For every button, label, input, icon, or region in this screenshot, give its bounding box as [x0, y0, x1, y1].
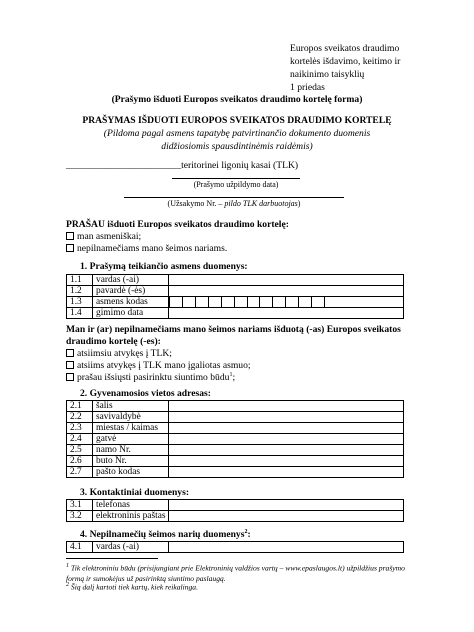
input-cell[interactable]	[169, 308, 404, 319]
checkbox[interactable]	[66, 232, 74, 240]
table-row	[67, 275, 404, 286]
digit-cell[interactable]	[259, 297, 272, 307]
input-cell[interactable]	[169, 412, 404, 423]
form-title: (Prašymo išduoti Europos sveikatos draudimo kortelę forma)	[111, 94, 363, 105]
delivery-heading-1: Man ir (ar) nepilnamečiams mano šeimos nariams išduotą (-as) Europos sveikatos	[66, 324, 401, 335]
table-row	[67, 308, 404, 319]
input-cell[interactable]	[169, 456, 404, 467]
digit-cell[interactable]	[285, 297, 298, 307]
footnote-2-text: Šią dalį kartoti tiek kartų, kiek reikalinga.	[70, 582, 199, 592]
row-number: 1.4	[67, 308, 93, 319]
request-heading: PRAŠAU išduoti Europos sveikatos draudimo kortelę:	[66, 219, 289, 230]
row-label: asmens kodas	[93, 297, 169, 308]
date-line[interactable]	[172, 178, 300, 179]
digit-cell[interactable]	[208, 297, 221, 307]
tlk-label: teritorinei ligonių kasai (TLK)	[181, 160, 299, 171]
row-label: elektroninis paštas	[93, 511, 169, 522]
checkbox[interactable]	[66, 349, 74, 357]
section-2-title: 2. Gyvenamosios vietos adresas:	[80, 388, 211, 399]
table-row	[67, 456, 404, 467]
table-row	[67, 511, 404, 522]
row-label: savivaldybė	[93, 412, 169, 423]
table-row	[67, 412, 404, 423]
delivery-option[interactable]	[66, 372, 235, 383]
order-caption	[124, 199, 344, 208]
table-row	[67, 445, 404, 456]
footnote-1	[66, 561, 405, 584]
digit-cell[interactable]	[234, 297, 247, 307]
digit-cells[interactable]	[169, 297, 325, 307]
digit-cell[interactable]	[169, 297, 182, 307]
checkbox[interactable]	[66, 361, 74, 369]
row-label: gimimo data	[93, 308, 169, 319]
input-cell[interactable]	[169, 500, 404, 511]
delivery-option[interactable]	[66, 348, 172, 359]
delivery-option-label: atsiimsiu atvykęs į TLK;	[77, 348, 172, 359]
row-number: 2.4	[67, 434, 93, 445]
annex-line: Europos sveikatos draudimo	[290, 43, 400, 54]
order-caption-suffix: )	[297, 199, 301, 208]
annex-line: kortelės išdavimo, keitimo ir	[290, 56, 401, 67]
input-cell[interactable]	[169, 467, 404, 478]
row-label: gatvė	[93, 434, 169, 445]
input-cell[interactable]	[169, 542, 404, 553]
footnote-separator	[66, 558, 158, 559]
request-option[interactable]	[66, 231, 141, 242]
request-option-label: nepilnamečiams mano šeimos nariams.	[77, 243, 228, 254]
row-label: šalis	[93, 401, 169, 412]
digit-cell[interactable]	[247, 297, 260, 307]
annex-line: 1 priedas	[290, 82, 325, 93]
section-2-table	[66, 400, 404, 478]
input-cell[interactable]	[169, 401, 404, 412]
request-option[interactable]	[66, 243, 227, 254]
row-number: 2.3	[67, 423, 93, 434]
order-caption-prefix: (Užsakymo Nr. –	[167, 199, 225, 208]
digit-cell[interactable]	[195, 297, 208, 307]
personal-code-cells[interactable]	[169, 297, 404, 308]
input-cell[interactable]	[169, 275, 404, 286]
delivery-option[interactable]	[66, 360, 251, 371]
section-3-table	[66, 499, 404, 522]
footnote-1-line-2: formą ir sumokėjus už pasirinktą siuntimo paslaugą.	[66, 573, 226, 583]
row-label: pašto kodas	[93, 467, 169, 478]
table-row	[67, 297, 404, 308]
table-row	[67, 423, 404, 434]
row-number: 1.3	[67, 297, 93, 308]
footnote-ref: 2	[244, 529, 248, 535]
section-4-title-text: 4. Nepilnamečių šeimos narių duomenys	[80, 529, 245, 541]
row-number: 3.1	[67, 500, 93, 511]
section-1-table	[66, 274, 404, 319]
order-number-line	[124, 197, 344, 198]
digit-cell[interactable]	[298, 297, 311, 307]
tlk-field[interactable]	[66, 160, 298, 171]
main-title: PRAŠYMAS IŠDUOTI EUROPOS SVEIKATOS DRAUDIMO KORTELĘ	[82, 115, 392, 126]
row-label: telefonas	[93, 500, 169, 511]
footnote-2	[66, 582, 198, 592]
annex-line: naikinimo taisyklių	[290, 69, 365, 80]
date-caption: (Prašymo užpildymo data)	[193, 180, 279, 189]
table-row	[67, 467, 404, 478]
row-label: buto Nr.	[93, 456, 169, 467]
delivery-heading-2: draudimo kortelę (-es):	[66, 336, 161, 347]
row-label: vardas (-ai)	[93, 275, 169, 286]
row-label: miestas / kaimas	[93, 423, 169, 434]
row-number: 3.2	[67, 511, 93, 522]
input-cell[interactable]	[169, 445, 404, 456]
table-row	[67, 286, 404, 297]
section-3-title: 3. Kontaktiniai duomenys:	[80, 487, 190, 498]
row-label: vardas (-ai)	[93, 542, 169, 553]
delivery-option-end: ;	[232, 372, 236, 384]
subtitle-line-1: (Pildoma pagal asmens tapatybę patvirtinančio dokumento duomenis	[103, 128, 371, 139]
row-number: 2.6	[67, 456, 93, 467]
row-number: 4.1	[67, 542, 93, 553]
subtitle-line-2: didžiosiomis spausdintinėmis raidėmis)	[161, 141, 313, 152]
annex-note	[290, 42, 400, 94]
table-row	[67, 542, 404, 553]
footnote-mark: 2	[66, 582, 69, 588]
checkbox[interactable]	[66, 373, 74, 381]
input-cell[interactable]	[169, 423, 404, 434]
input-cell[interactable]	[169, 286, 404, 297]
table-row	[67, 434, 404, 445]
request-option-label: man asmeniškai;	[77, 231, 142, 242]
digit-cell[interactable]	[311, 297, 325, 307]
delivery-option-label: prašau išsiųsti pasirinktu siuntimo būdu	[77, 372, 230, 384]
table-row	[67, 401, 404, 412]
section-4-title-end: :	[247, 529, 251, 541]
footnote-ref: 1	[229, 372, 233, 378]
digit-cell[interactable]	[272, 297, 285, 307]
row-number: 1.2	[67, 286, 93, 297]
row-number: 2.2	[67, 412, 93, 423]
footnote-mark: 1	[66, 563, 69, 569]
row-number: 1.1	[67, 275, 93, 286]
section-4-table	[66, 541, 404, 553]
row-number: 2.5	[67, 445, 93, 456]
footnote-1-text: Tik elektroniniu būdu (prisijungiant prie Elektroninių valdžios vartų – www.epaslaugos.lt) užpildžius prašymo	[70, 563, 405, 573]
input-cell[interactable]	[169, 511, 404, 522]
section-1-title: 1. Prašymą teikiančio asmens duomenys:	[80, 261, 248, 272]
footnote-1-line-1	[66, 561, 405, 574]
row-label: namo Nr.	[93, 445, 169, 456]
row-number: 2.1	[67, 401, 93, 412]
delivery-option-label: atsiims atvykęs į TLK mano įgaliotas asmuo;	[77, 360, 251, 371]
input-cell[interactable]	[169, 434, 404, 445]
order-caption-italic: pildo TLK darbuotojas	[224, 199, 298, 208]
digit-cell[interactable]	[221, 297, 234, 307]
section-4-title	[80, 529, 251, 540]
digit-cell[interactable]	[182, 297, 195, 307]
tlk-blank[interactable]: ________________________	[66, 160, 182, 171]
row-number: 2.7	[67, 467, 93, 478]
row-label: pavardė (-ės)	[93, 286, 169, 297]
table-row	[67, 500, 404, 511]
checkbox[interactable]	[66, 244, 74, 252]
